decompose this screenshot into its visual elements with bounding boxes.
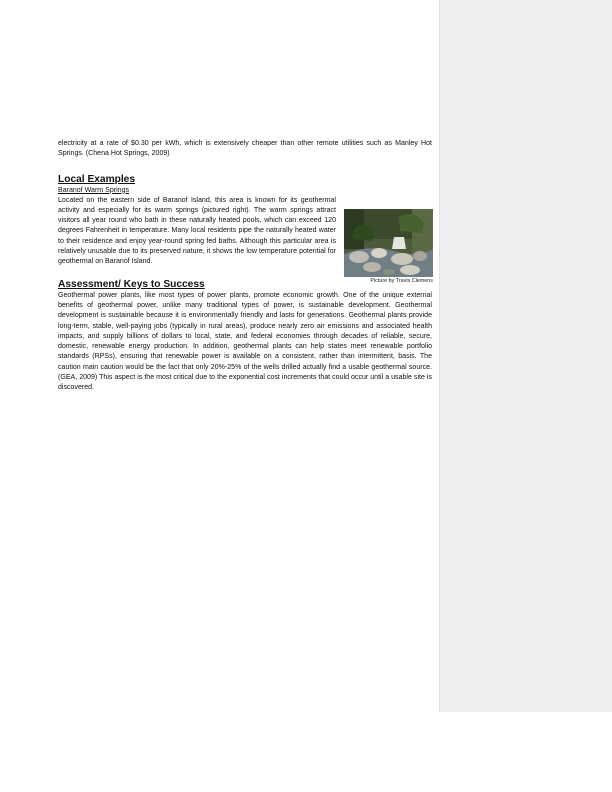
baranof-subheading: Baranof Warm Springs [58, 186, 130, 194]
local-examples-heading: Local Examples [58, 173, 136, 185]
warm-springs-photo-figure [344, 209, 433, 285]
document-content [58, 139, 432, 394]
warm-springs-photo [344, 209, 433, 277]
intro-paragraph: electricity at a rate of $0.30 per kWh, which is extensively cheaper than other remote utilities such as Manley Hot Springs. (Chena Hot Springs, 2009) [58, 140, 432, 158]
photo-caption: Picture by Travis Clemens [370, 277, 433, 284]
baranof-paragraph: Located on the eastern side of Baranof Island, this area is known for its geothermal activity and especially for its warm springs (pictured right). The warm springs attract visitors all year round who bath in these naturally heated pools, which can exceed 120 degrees Fahrenheit in temperature. Many local residents pipe the naturally heated water to their residence and enjoy year-round spring fed baths. Although this particular area is relatively unusable due to its preserved nature, it shows the low temperature potential for geothermal on Baranof Island. [58, 196, 336, 266]
assessment-paragraph: Geothermal power plants, like most types of power plants, promote economic growth. One of the unique external benefits of geothermal power, unlike many traditional types of power, is sustainable development. Geothermal development is sustainable because it is environmentally friendly and lasts for generations. Geothermal plants provide long-term, stable, well-paying jobs (typically in rural areas), produce nearly zero air emissions and associated health impacts, and supply billions of dollars to local, state, and federal economies through decades of reliable, secure, domestic, renewable energy production. In addition, geothermal plants can help states meet renewable portfolio standards (RPSs), ensuring that renewable power is available on a consistent, rather than intermittent, basis. The caution main caution would be the fact that only 20%-25% of the wells drilled actually find a usable geothermal source. (GEA, 2009) This aspect is the most critical due to the exponential cost increments that could occur until a usable site is discovered. [58, 291, 432, 392]
assessment-heading: Assessment/ Keys to Success [58, 278, 205, 290]
comment-pane [439, 0, 612, 712]
